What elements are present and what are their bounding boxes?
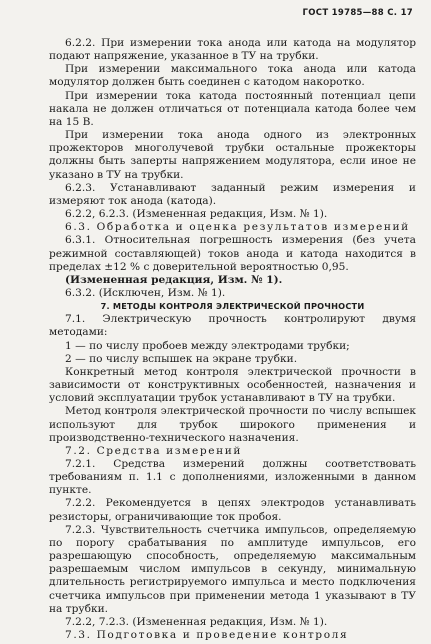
- paragraph: 6.3. Обработка и оценка результатов измерений: [65, 221, 410, 234]
- paragraph: 6.2.2, 6.2.3. (Измененная редакция, Изм. № 1).: [65, 208, 328, 221]
- section-title: 7. МЕТОДЫ КОНТРОЛЯ ЭЛЕКТРИЧЕСКОЙ ПРОЧНОСТИ: [100, 301, 365, 312]
- paragraph: При измерении тока катода постоянный потенциал цепи накала не должен отличаться от потенциала катода более чем на 15 В.: [49, 89, 416, 128]
- paragraph: 6.2.2. При измерении тока анода или катода на модулятор подают напряжение, указанное в ТУ на трубки.: [49, 37, 416, 63]
- paragraph: (Измененная редакция, Изм. № 1).: [65, 273, 283, 286]
- paragraph: 7.2.2. Рекомендуется в цепях электродов устанавливать резисторы, ограничивающие ток пробоя.: [49, 497, 416, 523]
- paragraph: 7.2.2, 7.2.3. (Измененная редакция, Изм. № 1).: [65, 615, 328, 628]
- paragraph: При измерении тока анода одного из электронных прожекторов многолучевой трубки остальные прожекторы должны быть заперты напряжением модулятора, если иное не указано в ТУ на трубки.: [49, 129, 416, 181]
- document-body: [49, 37, 416, 642]
- paragraph: 6.3.1. Относительная погрешность измерения (без учета режимной составляющей) токов анода и катода находится в пределах ±12 % с доверительной вероятностью 0,95.: [49, 234, 416, 273]
- paragraph: 1 — по числу пробоев между электродами трубки;: [65, 339, 350, 352]
- paragraph: Конкретный метод контроля электрической прочности в зависимости от конструктивных особенностей, назначения и условий эксплуатации трубок устанавливают в ТУ на трубки.: [49, 365, 416, 405]
- page-header: ГОСТ 19785—88 С. 17: [302, 8, 413, 18]
- paragraph: 7.1. Электрическую прочность контролируют двумя методами:: [49, 313, 416, 339]
- paragraph: 2 — по числу вспышек на экране трубки.: [65, 352, 298, 365]
- paragraph: Метод контроля электрической прочности по числу вспышек используют для трубок широкого применения и производственно-технического назначения.: [49, 405, 416, 444]
- paragraph: При измерении максимального тока анода или катода модулятор должен быть соединен с катодом накоротко.: [49, 63, 416, 89]
- paragraph: 7.2. Средства измерений: [65, 444, 243, 457]
- paragraph: 7.2.3. Чувствительность счетчика импульсов, определяемую по порогу срабатывания по амплитуде импульсов, его разрешающую способность, определяемую максимальным разрешаемым числом импульсов в секунду, минимальную длительность регистрируемого импульса и место подключения счетчика импульсов при применении метода 1 указывают в ТУ на трубки.: [49, 523, 416, 615]
- paragraph: 6.2.3. Устанавливают заданный режим измерения и измеряют ток анода (катода).: [49, 181, 416, 207]
- paragraph: 6.3.2. (Исключен, Изм. № 1).: [65, 286, 226, 299]
- paragraph: 7.3. Подготовка и проведение контроля: [65, 629, 349, 642]
- paragraph: 7.2.1. Средства измерений должны соответствовать требованиям п. 1.1 с дополнениями, изложенными в данном пункте.: [49, 458, 416, 497]
